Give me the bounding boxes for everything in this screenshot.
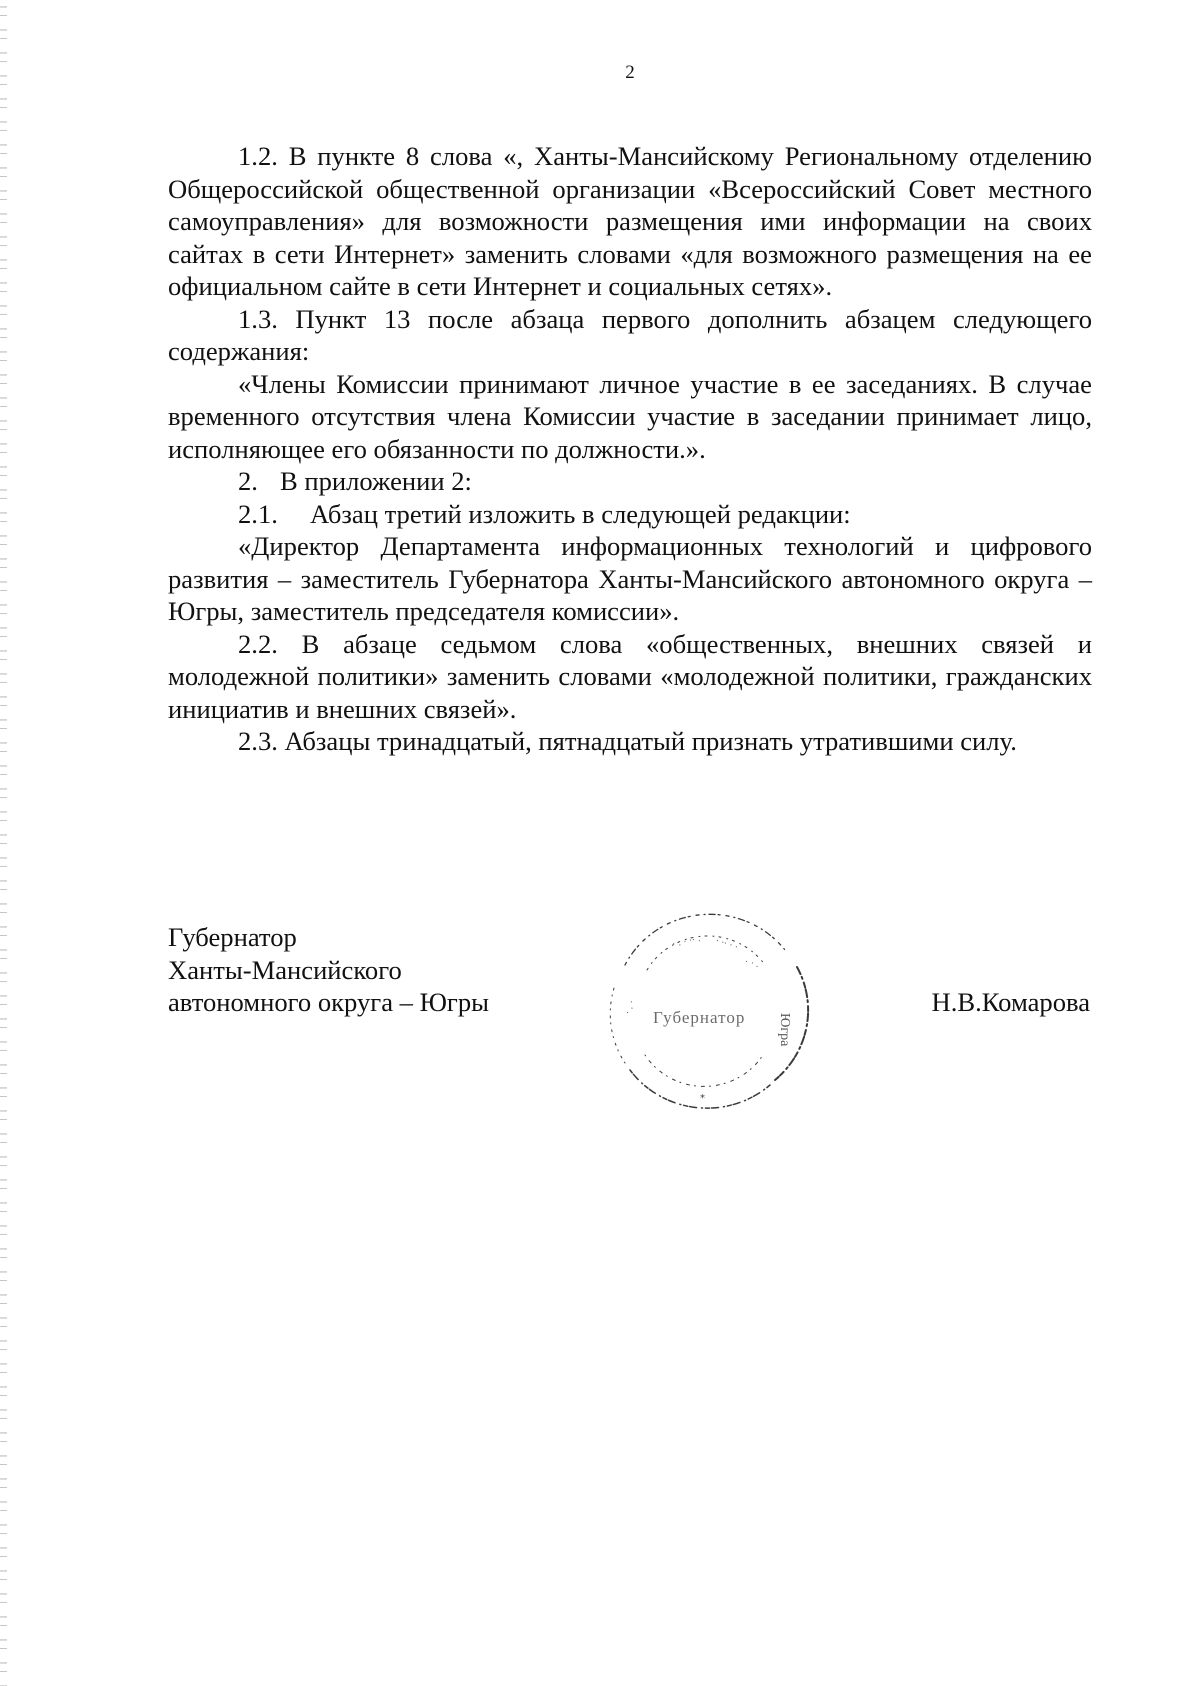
stamp-center-text: Губернатор: [653, 1008, 746, 1027]
svg-text:· . · ·· .: · . · ·· .: [671, 934, 702, 950]
paragraph-quote-director: «Директор Департамента информационных технологий и цифрового развития – заместитель Губернатора Ханты-Мансийского автономного округа – Югры, заместитель председателя комиссии».: [168, 531, 1092, 626]
svg-text:· . ·: · . ·: [623, 999, 638, 1017]
paragraph-1-3: 1.3. Пункт 13 после абзаца первого дополнить абзацем следующего содержания:: [168, 303, 1092, 366]
page-number: 2: [625, 62, 635, 83]
list-item-2-1-text: Абзац третий изложить в следующей редакции:: [310, 498, 851, 529]
scan-edge-artifact: [0, 0, 7, 1686]
signatory-name: Н.В.Комарова: [931, 987, 1090, 1017]
paragraph-2-3: 2.3. Абзацы тринадцатый, пятнадцатый признать утратившими силу.: [238, 726, 1017, 756]
paragraph-quote-members: «Члены Комиссии принимают личное участие в ее заседаниях. В случае временного отсутствия члена Комиссии участие в заседании принимает лицо, исполняющее его обязанности по должности.».: [168, 368, 1092, 464]
signatory-title-line-3: автономного округа – Югры: [168, 987, 490, 1017]
list-item-2: [168, 465, 1092, 498]
list-item-2-1: [168, 498, 1092, 531]
signatory-title-line-1: Губернатор: [168, 922, 297, 952]
svg-text:· ·· · ·: · ·· · ·: [714, 936, 739, 953]
list-item-2-text: В приложении 2:: [280, 466, 472, 496]
stamp-ring-text: Югра: [777, 1013, 792, 1047]
official-seal-stamp: [585, 895, 825, 1125]
list-item-2-number: 2.: [238, 466, 258, 496]
paragraph-2-2: 2.2. В абзаце седьмом слова «общественных, внешних связей и молодежной политики» заменить словами «молодежной политики, гражданских инициатив и внешних связей».: [168, 628, 1092, 724]
svg-text:. · ·: . · ·: [743, 955, 761, 973]
document-body: [168, 140, 1092, 758]
list-item-2-1-number: 2.1.: [238, 498, 278, 529]
paragraph-1-2: 1.2. В пункте 8 слова «, Ханты-Мансийскому Региональному отделению Общероссийской общественной организации «Всероссийский Совет местного самоуправления» для возможности размещения ими информации на своих сайтах в сети Интернет» заменить словами «для возможного размещения на ее официальном сайте в сети Интернет и социальных сетях».: [168, 141, 1092, 301]
signatory-title-line-2: Ханты-Мансийского: [168, 954, 402, 985]
svg-text:*: *: [700, 1093, 705, 1104]
signatory-title: [168, 921, 489, 1019]
